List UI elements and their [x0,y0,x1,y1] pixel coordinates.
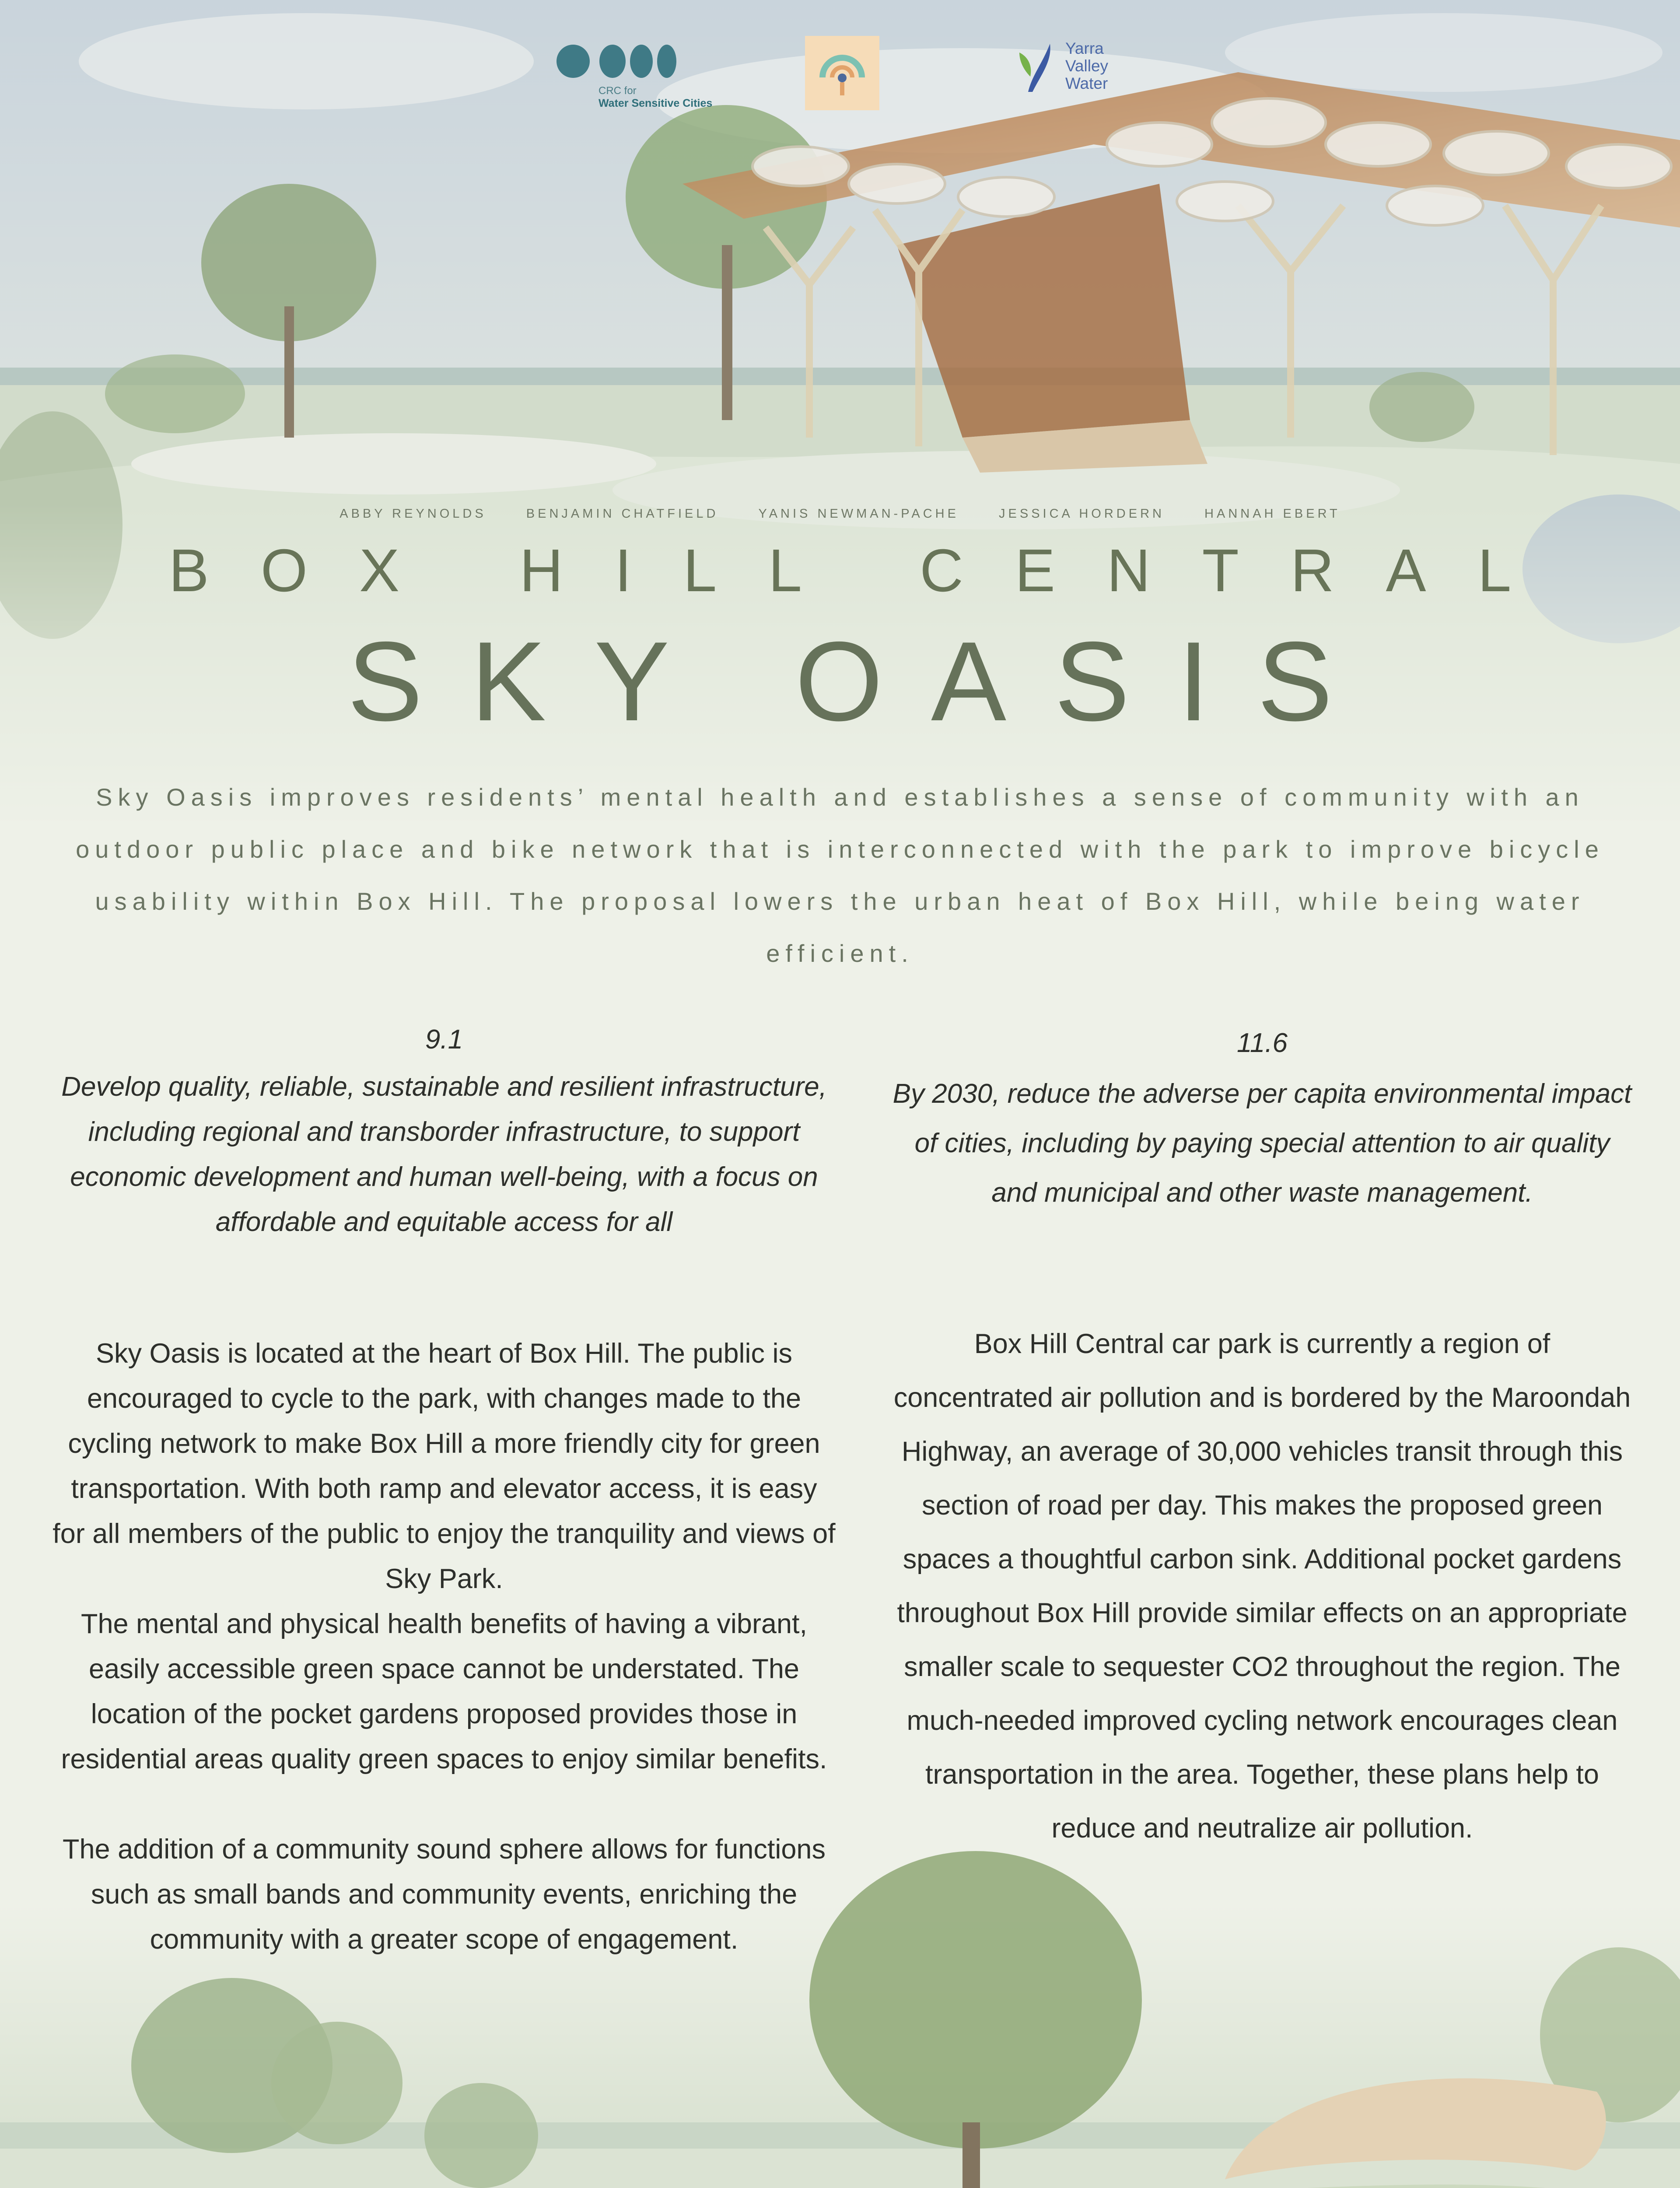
sdg-goal-text: Develop quality, reliable, sustainable and resilient infrastructure, including regional and transborder infrastructure, to support economic development and human well-being, with a focus on affordable and equitable access for all [61,1072,827,1237]
crc-logo-line1: CRC for [598,85,637,97]
author-name: JESSICA HORDERN [999,507,1165,521]
author-list [0,507,1680,521]
sdg-goal-number: 9.1 [425,1024,463,1055]
title-sky-oasis: SKY OASIS [347,618,1381,744]
crc-logo-line2: Water Sensitive Cities [598,97,713,109]
box-hill-logo [805,36,879,112]
logo-bar [0,31,1680,114]
author-name: BENJAMIN CHATFIELD [526,507,719,521]
sdg-goal-number: 11.6 [1236,1028,1288,1058]
yvw-logo-line3: Water [1065,74,1108,92]
intro-paragraph: Sky Oasis improves residents’ mental health and establishes a sense of community with an outdoor public place and bike network that is interconnected with the park to improve bicycle usability within Box Hill. The proposal lowers the urban heat of Box Hill, while being water efficient. [76,783,1604,967]
body-paragraph: The mental and physical health benefits of having a vibrant, easily accessible green space cannot be understated. The location of the pocket gardens proposed provides those in residential areas quality green spaces to enjoy similar benefits. [61,1609,827,1774]
author-name: ABBY REYNOLDS [340,507,486,521]
author-name: HANNAH EBERT [1204,507,1340,521]
body-paragraph: Sky Oasis is located at the heart of Box Hill. The public is encouraged to cycle to the park, with changes made to the cycling network to make Box Hill a more friendly city for green transportation. With both ramp and elevator access, it is easy for all members of the public to enjoy the tranquility and views of Sky Park. [52,1338,836,1594]
sdg-goal-text: By 2030, reduce the adverse per capita environmental impact of cities, including by paying special attention to air quality and municipal and other waste management. [892,1079,1632,1208]
body-paragraph: Box Hill Central car park is currently a region of concentrated air pollution and is bordered by the Maroondah Highway, an average of 30,000 vehicles transit through this section of road per day. This makes the proposed green spaces a thoughtful carbon sink. Additional pocket gardens throughout Box Hill provide similar effects on an appropriate smaller scale to sequester CO2 throughout the region. The much-needed improved cycling network encourages clean transportation in the area. Together, these plans help to reduce and neutralize air pollution. [893,1329,1631,1844]
yvw-logo-line1: Yarra [1065,39,1104,57]
author-name: YANIS NEWMAN-PACHE [758,507,959,521]
yarra-valley-water-logo [1015,35,1109,98]
yvw-logo-line2: Valley [1065,57,1109,75]
body-paragraph: The addition of a community sound sphere allows for functions such as small bands and community events, enriching the community with a greater scope of engagement. [63,1834,826,1955]
title-box-hill-central: BOX HILL CENTRAL [168,537,1563,604]
crc-water-sensitive-cities-logo [556,31,713,109]
